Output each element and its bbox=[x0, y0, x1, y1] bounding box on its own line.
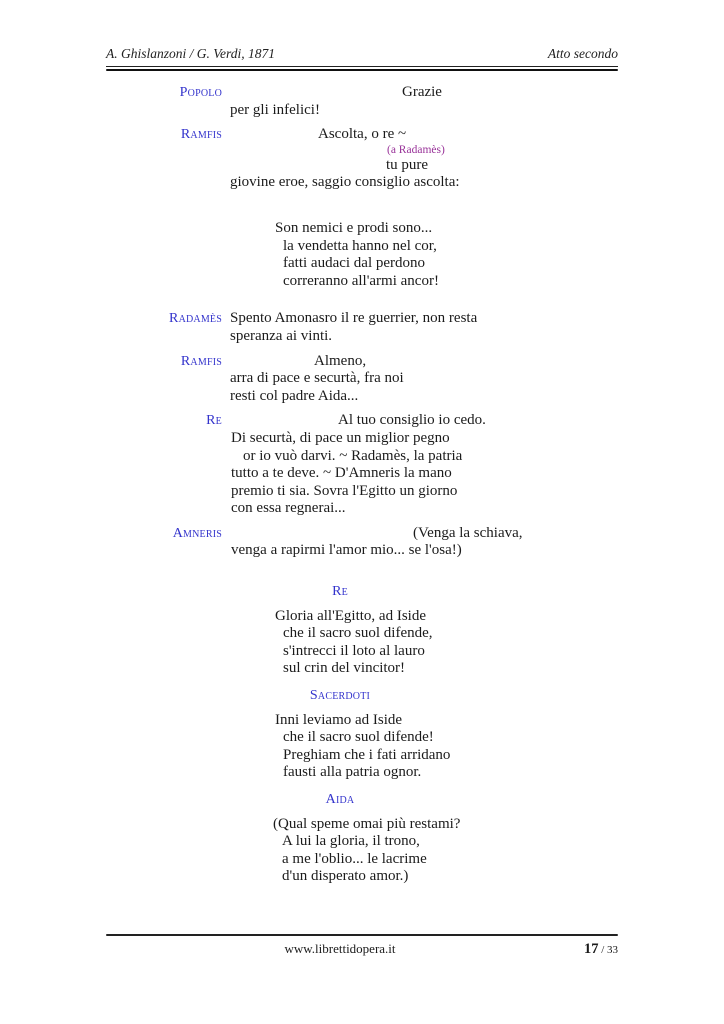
dialogue-line: Ascolta, o re ~ bbox=[318, 126, 407, 143]
verse-line: fausti alla patria ognor. bbox=[283, 764, 422, 781]
header-work-title: A. Ghislanzoni / G. Verdi, 1871 bbox=[106, 46, 276, 61]
speech-lines bbox=[230, 353, 618, 406]
speech-lines bbox=[230, 412, 618, 518]
ensemble-verse bbox=[106, 608, 618, 678]
footer-rule bbox=[106, 934, 618, 936]
dialogue-line: Spento Amonasro il re guerrier, non resta bbox=[230, 310, 478, 327]
dialogue-line: fatti audaci dal perdono bbox=[283, 255, 426, 272]
ensemble-block bbox=[106, 583, 618, 678]
header-rule-thick bbox=[106, 69, 618, 71]
verse-line: sul crin del vincitor! bbox=[283, 660, 406, 677]
dialogue-line: con essa regnerai... bbox=[231, 500, 346, 517]
speech-lines bbox=[230, 310, 618, 345]
dialogue-line: or io vuò darvi. ~ Radamès, la patria bbox=[243, 447, 463, 464]
footer-page-total: / 33 bbox=[598, 944, 618, 956]
verse-line: (Qual speme omai più restami? bbox=[273, 815, 461, 832]
ensemble-block bbox=[106, 687, 618, 782]
speaker-name: Popolo bbox=[179, 85, 222, 100]
footer-row bbox=[106, 941, 618, 959]
dialogue-line: giovine eroe, saggio consiglio ascolta: bbox=[230, 174, 460, 191]
dialogue-line: venga a rapirmi l'amor mio... se l'osa!) bbox=[231, 542, 462, 559]
speaker-name: Re bbox=[206, 413, 222, 429]
speech bbox=[106, 126, 618, 192]
dialogue-line: premio ti sia. Sovra l'Egitto un giorno bbox=[231, 482, 458, 499]
speaker-name bbox=[106, 220, 222, 290]
verse-stanza bbox=[106, 220, 618, 290]
speech-lines bbox=[230, 126, 618, 192]
dialogue-line: per gli infelici! bbox=[230, 101, 320, 118]
page-content bbox=[106, 46, 618, 886]
dialogue-line: resti col padre Aida... bbox=[230, 387, 359, 404]
verse-line: A lui la gloria, il trono, bbox=[282, 833, 420, 850]
speech bbox=[106, 310, 618, 345]
speech bbox=[106, 412, 618, 518]
dialogue-line: (Venga la schiava, bbox=[413, 524, 523, 541]
page-footer bbox=[106, 934, 618, 959]
dialogue-line: tu pure bbox=[386, 156, 429, 173]
ensemble-section bbox=[106, 583, 618, 886]
speaker-name: Amneris bbox=[172, 525, 222, 541]
speech-lines bbox=[230, 84, 618, 119]
footer-page-indicator bbox=[584, 941, 618, 958]
header-act-title: Atto secondo bbox=[547, 46, 618, 61]
dialogue-line: Son nemici e prodi sono... bbox=[275, 219, 433, 236]
ensemble-verse bbox=[106, 816, 618, 886]
ensemble-block bbox=[106, 791, 618, 886]
dialogue-line: arra di pace e securtà, fra noi bbox=[230, 370, 404, 387]
dialogue-line: Al tuo consiglio io cedo. bbox=[338, 412, 486, 429]
dialogue-line: correranno all'armi ancor! bbox=[283, 272, 439, 289]
speech bbox=[106, 353, 618, 406]
page-header bbox=[106, 46, 618, 66]
speech bbox=[106, 525, 618, 560]
verse-line: a me l'oblio... le lacrime bbox=[282, 850, 427, 867]
stage-direction: (a Radamès) bbox=[387, 143, 445, 156]
footer-site: www.librettidopera.it bbox=[284, 941, 396, 956]
footer-page-number: 17 bbox=[583, 941, 599, 957]
ensemble-speaker-name: Re bbox=[332, 584, 348, 600]
ensemble-speaker-name: Aida bbox=[325, 792, 355, 807]
speaker-name: Ramfis bbox=[180, 127, 222, 143]
dialogue-line: la vendetta hanno nel cor, bbox=[283, 237, 437, 254]
verse-line: d'un disperato amor.) bbox=[282, 868, 409, 885]
verse-line: s'intrecci il loto al lauro bbox=[283, 642, 425, 659]
speaker-name: Radamès bbox=[169, 311, 222, 327]
speech-lines bbox=[230, 220, 618, 290]
verse-line: che il sacro suol difende, bbox=[283, 625, 433, 642]
speech-lines bbox=[230, 525, 618, 560]
verse-line: Inni leviamo ad Iside bbox=[275, 711, 403, 728]
verse-line: Gloria all'Egitto, ad Iside bbox=[275, 607, 426, 624]
speech bbox=[106, 84, 618, 119]
dialogue-line: speranza ai vinti. bbox=[230, 327, 333, 344]
verse-line: Preghiam che i fati arridano bbox=[283, 746, 451, 763]
ensemble-verse bbox=[106, 712, 618, 782]
dialogue-line: Almeno, bbox=[314, 352, 367, 369]
header-rule-thin bbox=[106, 66, 618, 67]
verse-line: che il sacro suol difende! bbox=[283, 729, 434, 746]
dialogue-line: tutto a te deve. ~ D'Amneris la mano bbox=[231, 465, 452, 482]
ensemble-speaker-name: Sacerdoti bbox=[309, 688, 371, 704]
dialogue-line: Di securtà, di pace un miglior pegno bbox=[231, 429, 450, 446]
dialogue-section bbox=[106, 84, 618, 560]
dialogue-line: Grazie bbox=[402, 84, 442, 100]
speaker-name: Ramfis bbox=[180, 353, 222, 369]
